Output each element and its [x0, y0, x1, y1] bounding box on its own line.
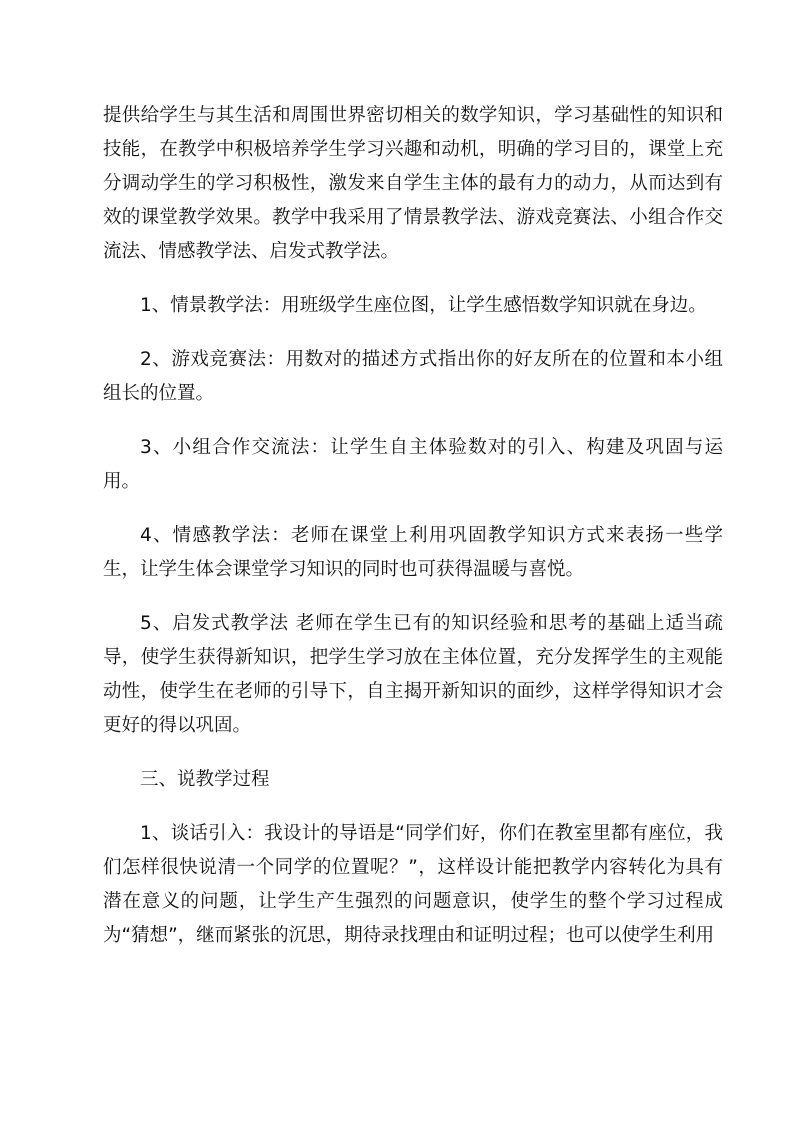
paragraph-method-situational: 1、情景教学法：用班级学生座位图，让学生感悟数学知识就在身边。 — [140, 295, 707, 316]
document-body — [103, 99, 723, 973]
paragraph-method-heuristic: 5、启发式教学法 老师在学生已有的知识经验和思考的基础上适当疏导，使学生获得新知识，把学生学习放在主体位置，充分发挥学生的主观能动性，使学生在老师的引导下，自主揭开新知识的面纱，这样学得知识才会更好的得以巩固。 — [103, 613, 723, 736]
paragraph-intro: 提供给学生与其生活和周围世界密切相关的数学知识，学习基础性的知识和技能，在教学中积极培养学生学习兴趣和动机，明确的学习目的，课堂上充分调动学生的学习积极性，激发来自学生主体的最有力的动力，从而达到有效的课堂教学效果。教学中我采用了情景教学法、游戏竞赛法、小组合作交流法、情感教学法、启发式教学法。 — [103, 105, 723, 262]
paragraph-method-game-competition: 2、游戏竞赛法：用数对的描述方式指出你的好友所在的位置和本小组组长的位置。 — [103, 349, 723, 404]
paragraph-step-introduction: 1、谈话引入：我设计的导语是“同学们好，你们在教室里都有座位，我们怎样很快说清一个同学的位置呢？”，这样设计能把教学内容转化为具有潜在意义的问题，让学生产生强烈的问题意识，使学生的整个学习过程成为“猜想”，继而紧张的沉思，期待录找理由和证明过程；也可以使学生利用 — [103, 823, 723, 946]
paragraph-method-group-cooperation: 3、小组合作交流法：让学生自主体验数对的引入、构建及巩固与运用。 — [103, 437, 723, 492]
section-heading-teaching-process: 三、说教学过程 — [140, 769, 270, 790]
paragraph-method-emotional: 4、情感教学法：老师在课堂上利用巩固教学知识方式来表扬一些学生，让学生体会课堂学习知识的同时也可获得温暖与喜悦。 — [103, 525, 723, 580]
